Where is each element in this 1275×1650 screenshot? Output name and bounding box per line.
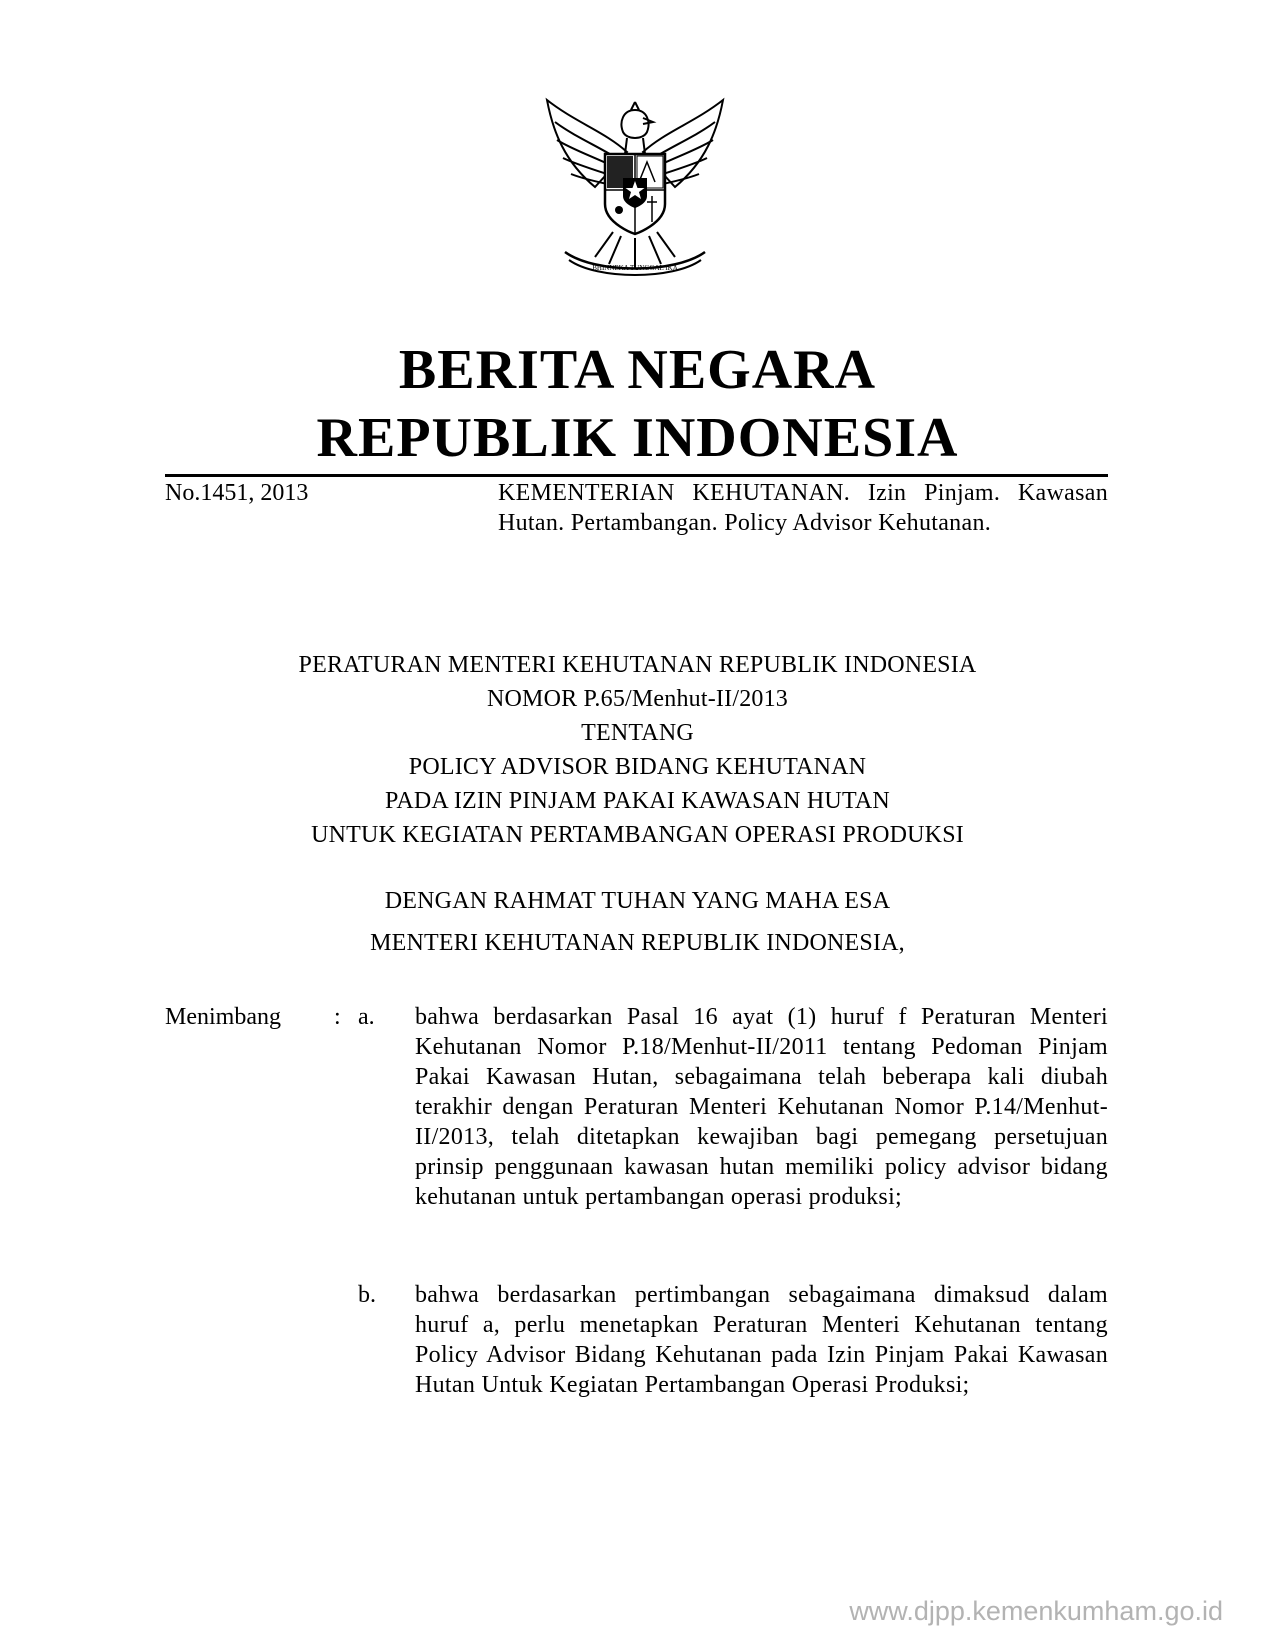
menimbang-label: Menimbang <box>165 1004 281 1030</box>
regulation-subject-2: PADA IZIN PINJAM PAKAI KAWASAN HUTAN <box>385 788 890 814</box>
masthead-divider <box>165 474 1108 477</box>
menimbang-item-letter-a: a. <box>358 1004 375 1030</box>
preamble-line-1: DENGAN RAHMAT TUHAN YANG MAHA ESA <box>384 888 891 914</box>
masthead-line-2: REPUBLIK INDONESIA <box>316 407 959 469</box>
menimbang-item-text-a: bahwa berdasarkan Pasal 16 ayat (1) huruf f Peraturan Menteri Kehutanan Nomor P.18/Menhut-II/2011 tentang Pedoman Pinjam Pakai Kawasan Hutan, sebagaimana telah beberapa kali diubah terakhir dengan Peraturan Menteri Kehutanan Nomor P.14/Menhut-II/2013, telah ditetapkan kewajiban bagi pemegang persetujuan prinsip penggunaan kawasan hutan memiliki policy advisor bidang kehutanan untuk pertambangan operasi produksi; <box>415 1004 1108 1210</box>
issue-number: No.1451, 2013 <box>165 480 309 506</box>
garuda-emblem-icon <box>535 92 735 282</box>
regulation-about: TENTANG <box>581 720 694 746</box>
menimbang-colon: : <box>334 1004 341 1030</box>
regulation-subject-3: UNTUK KEGIATAN PERTAMBANGAN OPERASI PRODUKSI <box>311 822 964 848</box>
svg-text:BHINNEKA TUNGGAL IKA: BHINNEKA TUNGGAL IKA <box>592 264 678 272</box>
masthead-line-1: BERITA NEGARA <box>398 339 877 401</box>
menimbang-item-text-b: bahwa berdasarkan pertimbangan sebagaimana dimaksud dalam huruf a, perlu menetapkan Peraturan Menteri Kehutanan tentang Policy Advisor Bidang Kehutanan pada Izin Pinjam Pakai Kawasan Hutan Untuk Kegiatan Pertambangan Operasi Produksi; <box>415 1282 1108 1398</box>
preamble <box>0 880 1275 964</box>
menimbang-item-letter-b: b. <box>358 1282 376 1308</box>
issue-description: KEMENTERIAN KEHUTANAN. Izin Pinjam. Kawasan Hutan. Pertambangan. Policy Advisor Kehutanan. <box>498 480 1108 536</box>
footer-watermark-url: www.djpp.kemenkumham.go.id <box>849 1596 1223 1626</box>
regulation-number: NOMOR P.65/Menhut-II/2013 <box>486 686 788 712</box>
preamble-line-2: MENTERI KEHUTANAN REPUBLIK INDONESIA, <box>370 930 905 956</box>
regulation-title: PERATURAN MENTERI KEHUTANAN REPUBLIK INDONESIA <box>298 652 977 678</box>
regulation-subject-1: POLICY ADVISOR BIDANG KEHUTANAN <box>408 754 867 780</box>
regulation-heading <box>0 648 1275 852</box>
